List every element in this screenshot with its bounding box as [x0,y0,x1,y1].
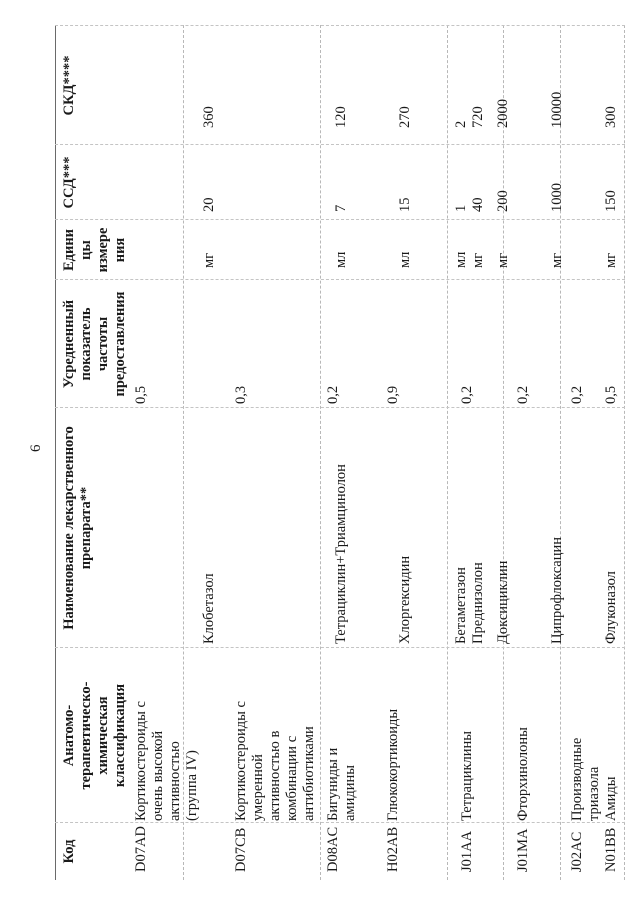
header-drug: Наименование лекарственного препарата** [61,426,94,630]
row-drug: Ципрофлоксацин [549,536,565,644]
row-drug: Флуконазол [603,571,619,644]
row-frequency: 0,3 [233,385,249,404]
row-units: мг [201,252,217,268]
row-skd: 2 720 [453,106,486,128]
row-ssd: 150 [603,190,619,212]
row-ssd: 1 40 [453,197,486,212]
row-units: мл [333,251,349,268]
row-units: мг [495,252,511,268]
row-code: D08AC [325,826,341,872]
row-atc: Кортикостероиды с очень высокой активностью (группа IV) [133,701,200,821]
row-drug: Хлоргексидин [397,555,413,644]
row-code: D07CB [233,827,249,872]
header-units: Едини цы измере ния [61,227,128,273]
header-frequency: Усредненный показатель частоты предоставления [61,291,128,397]
row-ssd: 20 [201,197,217,212]
row-skd: 10000 [549,91,565,128]
row-drug: Клобетазол [201,573,217,644]
row-units: мг [549,252,565,268]
row-ssd: 7 [333,204,349,212]
row-code: H02AB [385,826,401,872]
row-frequency: 0,5 [133,385,149,404]
row-ssd: 15 [397,197,413,212]
row-ssd: 1000 [549,183,565,212]
row-drug: Бетаметазон Преднизолон [453,562,486,644]
row-frequency: 0,2 [569,385,585,404]
header-atc: Анатомо- терапевтическо- химическая классификация [61,681,128,790]
row-code: J01AA [459,830,475,872]
header-code: Код [61,839,77,864]
row-drug: Тетрациклин+Триамцинолон [333,464,349,644]
drug-table [55,25,625,880]
row-atc: Глюкокортикоиды [385,708,401,821]
row-skd: 270 [397,106,413,128]
page-number: 6 [28,444,44,452]
row-atc: Амиды [603,776,619,821]
row-ssd: 200 [495,190,511,212]
row-skd: 120 [333,106,349,128]
row-drug: Доксициклин [495,560,511,644]
row-units: мл мг [453,251,486,268]
row-code: J02AC [569,831,585,872]
row-frequency: 0,5 [603,385,619,404]
row-frequency: 0,2 [515,385,531,404]
row-atc: Тетрациклины [459,730,475,821]
row-skd: 360 [201,106,217,128]
row-skd: 2000 [495,99,511,128]
row-code: J01MA [515,828,531,872]
header-skd: СКД**** [61,55,77,116]
row-skd: 300 [603,106,619,128]
row-atc: Кортикостероиды с умеренной активностью в комбинации с антибиотиками [233,701,317,821]
row-units: мл [397,251,413,268]
row-code: N01BB [603,827,619,872]
row-frequency: 0,2 [459,385,475,404]
row-code: D07AD [133,826,149,872]
row-frequency: 0,2 [325,385,341,404]
row-frequency: 0,9 [385,385,401,404]
row-atc: Фторхинолоны [515,727,531,821]
row-atc: Бигуниды и амидины [325,747,358,821]
header-ssd: ССД*** [61,156,77,209]
row-units: мг [603,252,619,268]
row-atc: Производные триазола [569,737,602,821]
